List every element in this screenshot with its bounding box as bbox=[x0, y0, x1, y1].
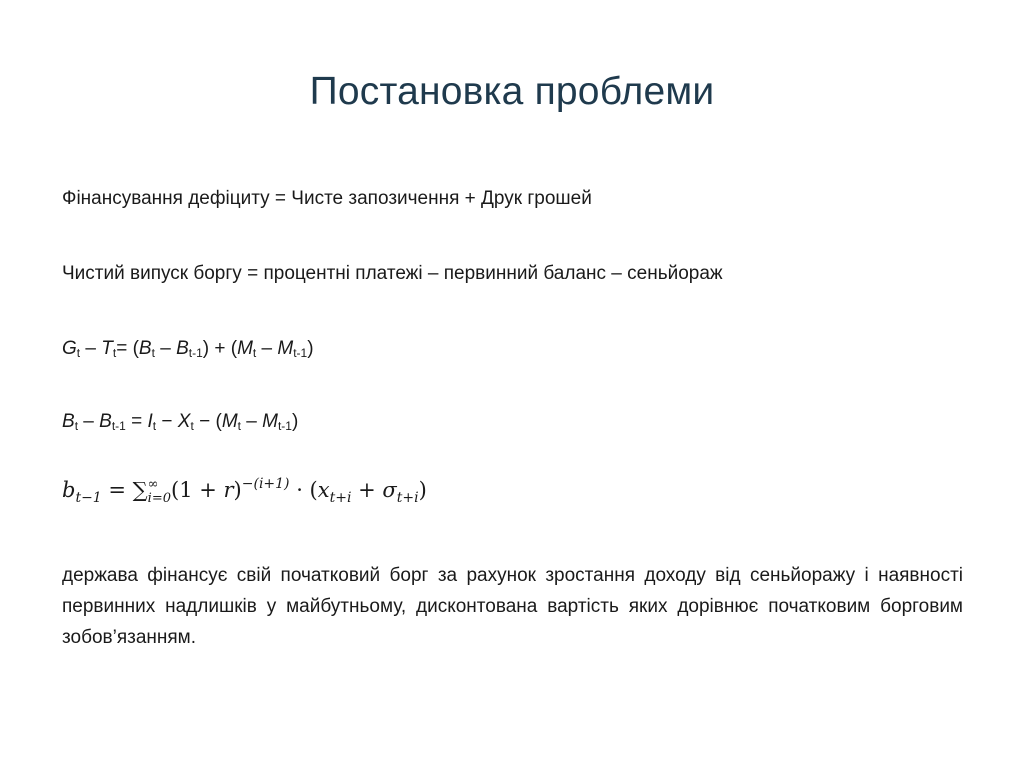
budget-constraint-equation bbox=[62, 338, 314, 360]
operator: = bbox=[125, 411, 148, 432]
subscript: t+i bbox=[396, 490, 419, 506]
sum-upper-limit: ∞ bbox=[147, 477, 159, 492]
subscript: t bbox=[190, 419, 194, 433]
operator: = ( bbox=[116, 338, 139, 359]
symbol-m: M bbox=[237, 338, 253, 359]
subscript: t-1 bbox=[293, 346, 308, 360]
symbol-m: M bbox=[221, 411, 238, 432]
symbol-x: X bbox=[177, 411, 191, 432]
symbol-b: B bbox=[176, 338, 189, 359]
operator: ) bbox=[307, 338, 314, 359]
symbol-x-lower: x bbox=[317, 478, 330, 502]
operator: − bbox=[156, 411, 178, 432]
conclusion-paragraph: держава фінансує свій початковий борг за рахунок зростання доходу від сеньйоражу і наявності первинних надлишків у майбутньому, дисконтована вартість яких дорівнює початковим борговим зобов’язанням. bbox=[62, 565, 963, 648]
subscript: t+i bbox=[329, 490, 352, 506]
subscript: t bbox=[76, 346, 81, 360]
operator: – bbox=[154, 338, 177, 359]
subscript: t bbox=[112, 346, 117, 360]
symbol-r: r bbox=[223, 478, 234, 502]
operator: – bbox=[80, 338, 102, 359]
operator: ) bbox=[233, 478, 242, 502]
subscript: t−1 bbox=[75, 490, 102, 506]
subscript: t-1 bbox=[188, 346, 203, 360]
operator: ) + ( bbox=[202, 338, 238, 359]
operator: · ( bbox=[289, 478, 318, 502]
sum-symbol: ∑ bbox=[132, 478, 148, 502]
operator: = bbox=[101, 478, 133, 502]
operator: – bbox=[240, 411, 263, 432]
symbol-m: M bbox=[277, 338, 294, 359]
subscript: t-1 bbox=[111, 419, 126, 433]
present-value-formula bbox=[62, 478, 427, 505]
symbol-t: T bbox=[101, 338, 113, 359]
subscript: t bbox=[74, 419, 79, 433]
net-debt-issuance-identity: Чистий випуск боргу = процентні платежі – первинний баланс – сеньйораж bbox=[62, 263, 723, 284]
subscript: t bbox=[151, 346, 155, 360]
slide-title: Постановка проблеми bbox=[309, 70, 715, 113]
symbol-b: B bbox=[99, 411, 112, 432]
symbol-b: B bbox=[138, 338, 152, 359]
operator: − ( bbox=[193, 411, 222, 432]
operator: – bbox=[78, 411, 100, 432]
subscript: t-1 bbox=[277, 419, 292, 433]
operator: + bbox=[351, 478, 383, 502]
operator: – bbox=[256, 338, 278, 359]
subscript: t bbox=[152, 419, 157, 433]
subscript: t bbox=[252, 346, 257, 360]
symbol-i: I bbox=[147, 411, 153, 432]
symbol-m: M bbox=[262, 411, 278, 432]
operator: (1 + bbox=[171, 478, 224, 502]
subscript: t bbox=[237, 419, 241, 433]
deficit-financing-identity: Фінансування дефіциту = Чисте запозичення + Друк грошей bbox=[62, 188, 592, 209]
symbol-b: B bbox=[62, 411, 75, 432]
exponent: −(i+1) bbox=[241, 476, 290, 492]
symbol-b-lower: b bbox=[62, 478, 76, 502]
symbol-g: G bbox=[62, 338, 77, 359]
symbol-sigma: σ bbox=[382, 478, 397, 502]
operator: ) bbox=[418, 478, 427, 502]
sum-lower-limit: i=0 bbox=[147, 491, 171, 506]
operator: ) bbox=[291, 411, 299, 432]
debt-dynamics-equation bbox=[62, 411, 298, 433]
sum-limits bbox=[148, 478, 171, 505]
